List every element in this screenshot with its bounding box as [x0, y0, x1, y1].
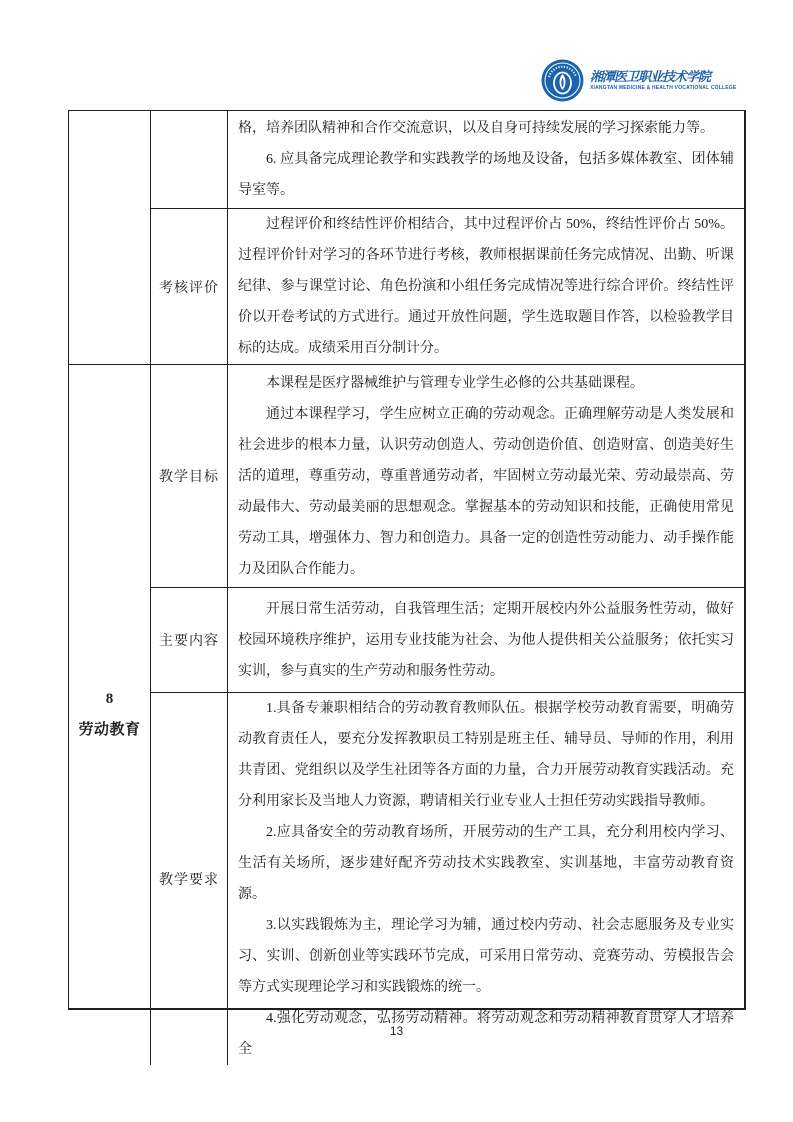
previous-course-section — [69, 111, 744, 364]
objectives-row — [151, 365, 744, 587]
main-content-row — [151, 587, 744, 692]
continuation-label-cell — [151, 111, 228, 208]
course-number-cell — [69, 365, 151, 1065]
requirements-paragraph: 3.以实践锻炼为主，理论学习为辅，通过校内劳动、社会志愿服务及专业实习、实训、创新创业等实践环节完成，可采用日常劳动、竞赛劳动、劳模报告会等方式实现理论学习和实践锻炼的统一。 — [238, 918, 734, 995]
requirements-paragraph: 4.强化劳动观念，弘扬劳动精神。将劳动观念和劳动精神教育贯穿人才培养全 — [238, 1011, 734, 1057]
requirements-row — [151, 692, 744, 1065]
objectives-paragraph: 本课程是医疗器械维护与管理专业学生必修的公共基础课程。 — [266, 375, 644, 391]
continuation-content-cell — [228, 111, 744, 208]
course-8-section — [69, 364, 744, 1065]
assessment-content-cell — [228, 209, 744, 364]
college-name-en: XIANGTAN MEDICINE & HEALTH VOCATIONAL COLLEGE — [590, 84, 737, 91]
page-number: 13 — [389, 1024, 404, 1038]
assessment-paragraph: 过程评价和终结性评价相结合，其中过程评价占 50%，终结性评价占 50%。过程评价针对学习的各环节进行考核，教师根据课前任务完成情况、出勤、听课纪律、参与课堂讨论、角色扮演和小组任务完成情况等进行综合评价。终结性评价以开卷考试的方式进行。通过开放性问题，学生选取题目作答，以检验教学目标的达成。成绩采用百分制计分。 — [238, 217, 734, 356]
requirements-paragraph: 2.应具备安全的劳动教育场所，开展劳动的生产工具，充分利用校内学习、生活有关场所，逐步建好配齐劳动技术实践教室、实训基地，丰富劳动教育资源。 — [238, 825, 734, 902]
objectives-paragraph: 通过本课程学习，学生应树立正确的劳动观念。正确理解劳动是人类发展和社会进步的根本力量，认识劳动创造人、劳动创造价值、创造财富、创造美好生活的道理，尊重劳动，尊重普通劳动者，牢固树立劳动最光荣、劳动最崇高、劳动最伟大、劳动最美丽的思想观念。掌握基本的劳动知识和技能，正确使用常见劳动工具，增强体力、智力和创造力。具备一定的创造性劳动能力、动手操作能力及团队合作能力。 — [238, 406, 734, 577]
main-content-cell — [228, 588, 744, 692]
main-content-paragraph: 开展日常生活劳动，自我管理生活；定期开展校内外公益服务性劳动，做好校园环境秩序维护，运用专业技能为社会、为他人提供相关公益服务；依托实习实训，参与真实的生产劳动和服务性劳动。 — [238, 601, 734, 679]
assessment-row — [151, 208, 744, 364]
previous-course-number-cell — [69, 111, 151, 364]
requirements-label: 教学要求 — [151, 693, 228, 1065]
continuation-paragraph: 6. 应具备完成理论教学和实践教学的场地及设备，包括多媒体教室、团体辅导室等。 — [238, 152, 734, 198]
college-name-zh: 湘潭医卫职业技术学院 — [590, 68, 711, 84]
course-index: 8 — [105, 691, 114, 707]
objectives-content-cell — [228, 365, 744, 587]
college-name-block — [590, 69, 736, 92]
continuation-paragraph: 格，培养团队精神和合作交流意识，以及自身可持续发展的学习探索能力等。 — [238, 121, 714, 136]
requirements-content-cell — [228, 693, 744, 1065]
objectives-label: 教学目标 — [151, 365, 228, 587]
college-emblem-icon — [541, 59, 584, 102]
continuation-row — [151, 111, 744, 208]
requirements-paragraph: 1.具备专兼职相结合的劳动教育教师队伍。根据学校劳动教育需要，明确劳动教育责任人，要充分发挥教职员工特别是班主任、辅导员、导师的作用，利用共青团、党组织以及学生社团等各方面的力量，合力开展劳动教育实践活动。充分利用家长及当地人力资源，聘请相关行业专业人士担任劳动实践指导教师。 — [238, 701, 734, 809]
main-content-label: 主要内容 — [151, 588, 228, 692]
assessment-label: 考核评价 — [151, 209, 228, 364]
college-logo — [541, 56, 736, 104]
course-name: 劳动教育 — [78, 722, 141, 738]
